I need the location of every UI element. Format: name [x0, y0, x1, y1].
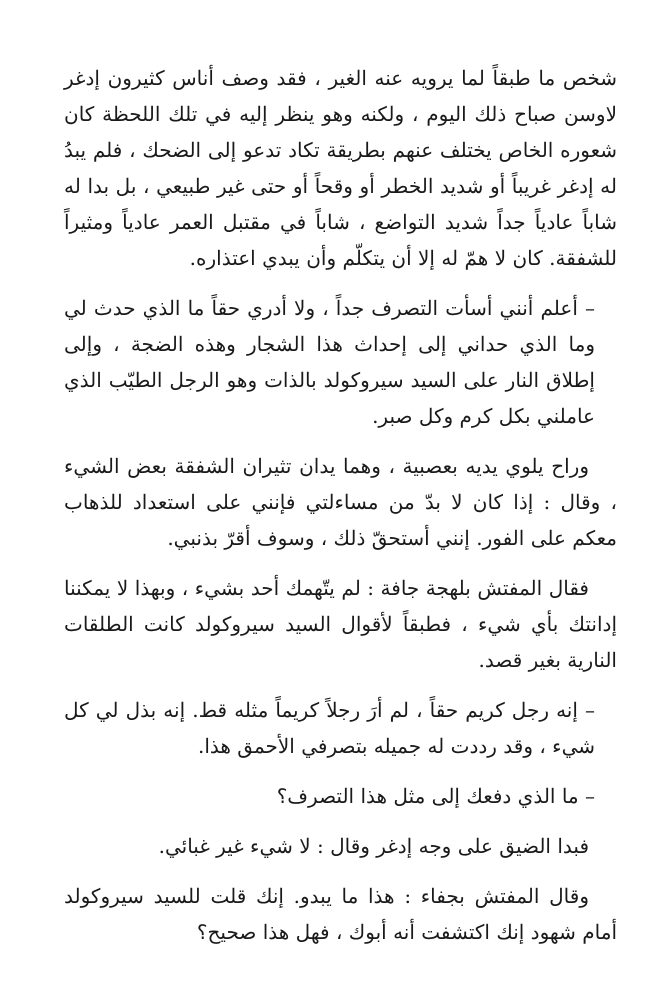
dialog-paragraph: – إنه رجل كريم حقاً ، لم أرَ رجلاً كريماً مثله قط. إنه بذل لي كل شيء ، وقد رددت له جميله بتصرفي الأحمق هذا. [64, 698, 595, 758]
book-page [64, 60, 617, 964]
narrative-paragraph: شخص ما طبقاً لما يرويه عنه الغير ، فقد وصف أناس كثيرون إدغر لاوسن صباح ذلك اليوم ، ولكنه وهو ينظر إليه في تلك اللحظة كان شعوره الخاص يختلف عنهم بطريقة تكاد تدعو إلى الضحك ، فلم يبدُ له إدغر غريباً أو شديد الخطر أو وقحاً أو حتى غير طبيعي ، بل بدا له شاباً عادياً جداً شديد التواضع ، شاباً في مقتبل العمر عادياً ومثيراً للشفقة. كان لا همّ له إلا أن يتكلّم وأن يبدي اعتذاره. [64, 66, 617, 270]
dialog-paragraph: – ما الذي دفعك إلى مثل هذا التصرف؟ [276, 784, 595, 808]
narrative-paragraph: فقال المفتش بلهجة جافة : لم يتّهمك أحد بشيء ، وبهذا لا يمكننا إدانتك بأي شيء ، فطبقاً لأقوال السيد سيروكولد كانت الطلقات النارية بغير قصد. [64, 576, 617, 672]
dialog-paragraph: – أعلم أنني أسأت التصرف جداً ، ولا أدري حقاً ما الذي حدث لي وما الذي حداني إلى إحداث هذا الشجار وهذه الضجة ، وإلى إطلاق النار على السيد سيروكولد بالذات وهو الرجل الطيّب الذي عاملني بكل كرم وكل صبر. [64, 296, 595, 428]
narrative-paragraph: وقال المفتش بجفاء : هذا ما يبدو. إنك قلت للسيد سيروكولد أمام شهود إنك اكتشفت أنه أبوك ، فهل هذا صحيح؟ [64, 884, 617, 944]
narrative-paragraph: فبدا الضيق على وجه إدغر وقال : لا شيء غير غبائي. [158, 834, 589, 858]
narrative-paragraph: وراح يلوي يديه بعصبية ، وهما يدان تثيران الشفقة بعض الشيء ، وقال : إذا كان لا بدّ من مساءلتي فإنني على استعداد للذهاب معكم على الفور. إنني أستحقّ ذلك ، وسوف أقرّ بذنبي. [64, 454, 617, 550]
